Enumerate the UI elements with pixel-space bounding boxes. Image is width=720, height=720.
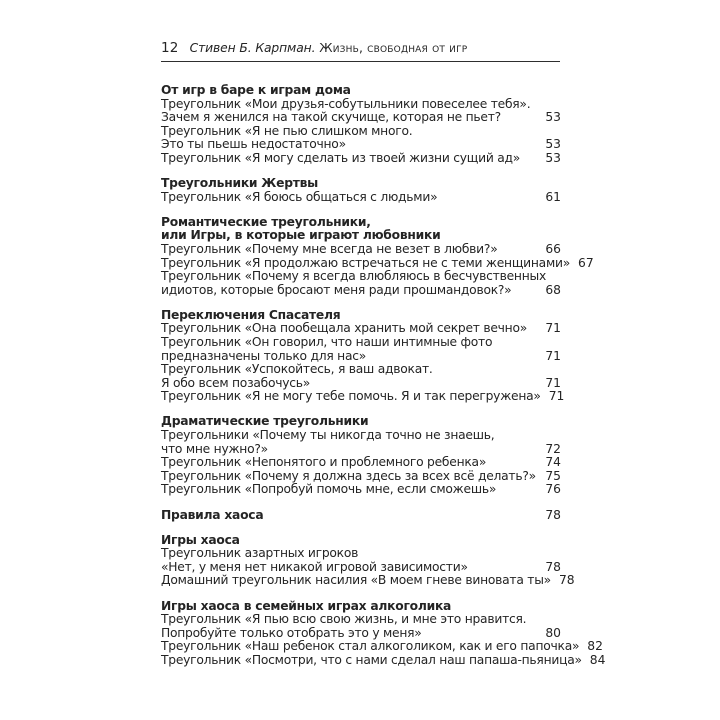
section-heading: Игры хаоса [161, 532, 240, 547]
section-heading: Игры хаоса в семейных играх алкоголика [161, 598, 452, 613]
section-heading [161, 509, 561, 523]
toc-entry-line [161, 470, 561, 484]
running-header [161, 40, 560, 62]
entry-text: Зачем я женился на такой скучище, которая не пьет? [161, 110, 501, 125]
toc-entry-line [161, 350, 561, 364]
toc-entry-line [161, 573, 575, 588]
toc-entry-line [161, 284, 561, 298]
toc-entry-line: Треугольник «Почему я всегда влюбляюсь в бесчувственных [161, 269, 546, 284]
toc-entry-line [161, 191, 561, 205]
section-heading: или Игры, в которые играют любовники [161, 228, 441, 243]
entry-text: Треугольник «Наш ребенок стал алкоголиком, как и его папочка» [161, 639, 580, 654]
entry-text: Треугольник «Я не могу тебе помочь. Я и так перегружена» [161, 389, 541, 404]
entry-page-number: 78 [545, 559, 561, 574]
entry-page-number: 71 [545, 348, 561, 363]
toc-entry-line [161, 138, 561, 152]
toc-section [161, 598, 606, 668]
toc-entry-line: Треугольник «Он говорил, что наши интимные фото [161, 335, 493, 349]
entry-page-number: 67 [578, 255, 594, 270]
entry-page-number: 53 [545, 110, 561, 125]
author-name: Стивен Б. Карпман. [189, 41, 316, 55]
entry-text: предназначены только для нас» [161, 348, 367, 363]
toc-entry-line [161, 639, 603, 654]
section-heading: Романтические треугольники, [161, 214, 371, 229]
entry-page-number: 71 [545, 321, 561, 336]
table-of-contents [161, 83, 606, 679]
toc-section [161, 532, 575, 588]
entry-page-number: 80 [545, 625, 561, 640]
entry-text: Треугольник «Я могу сделать из твоей жизни сущий ад» [161, 150, 521, 165]
entry-page-number: 61 [545, 189, 561, 204]
toc-entry-line [161, 322, 561, 336]
entry-page-number: 71 [548, 389, 565, 404]
entry-text: Попробуйте только отобрать это у меня» [161, 625, 422, 640]
toc-section [161, 415, 561, 497]
toc-entry-line [161, 561, 561, 575]
toc-entry-line: Треугольник «Я не пью слишком много. [161, 123, 413, 138]
entry-text: Треугольник «Посмотри, что с нами сделал наш папаша-пьяница» [161, 652, 582, 667]
entry-text: Треугольник «Непонятого и проблемного ребенка» [161, 455, 487, 470]
entry-text: Треугольник «Попробуй помочь мне, если сможешь» [161, 482, 497, 497]
toc-entry-line: Треугольник азартных игроков [161, 546, 359, 561]
entry-text: Я обо всем позабочусь» [161, 375, 311, 390]
section-heading-text: Правила хаоса [161, 507, 264, 522]
entry-text: Треугольник «Я боюсь общаться с людьми» [161, 189, 438, 204]
entry-text: идиотов, которые бросают меня ради прошмандовок?» [161, 282, 512, 297]
entry-text: Домашний треугольник насилия «В моем гневе виновата ты» [161, 573, 551, 588]
section-heading: От игр в баре к играм дома [161, 83, 351, 97]
section-page-number: 78 [545, 507, 561, 522]
toc-entry-line [161, 483, 561, 497]
section-heading: Треугольники Жертвы [161, 176, 319, 191]
book-title: Жизнь, свободная от игр [319, 41, 468, 55]
entry-page-number: 84 [589, 652, 606, 667]
entry-page-number: 72 [545, 441, 561, 456]
entry-page-number: 71 [545, 375, 561, 390]
entry-page-number: 75 [545, 468, 561, 483]
toc-entry-line [161, 243, 561, 257]
toc-entry-line [161, 389, 565, 404]
toc-section [161, 307, 565, 404]
toc-entry-line [161, 443, 561, 457]
toc-section [161, 214, 594, 298]
entry-page-number: 68 [545, 282, 561, 297]
section-heading: Драматические треугольники [161, 414, 369, 429]
section-heading: Переключения Спасателя [161, 307, 341, 322]
entry-page-number: 53 [545, 137, 561, 152]
toc-entry-line [161, 377, 561, 391]
toc-entry-line [161, 255, 594, 271]
entry-text: Треугольник «Я продолжаю встречаться не с теми женщинами» [161, 255, 571, 270]
entry-text: Треугольник «Почему я должна здесь за всех всё делать?» [161, 468, 536, 483]
entry-page-number: 53 [545, 150, 561, 165]
entry-text: что мне нужно?» [161, 441, 268, 456]
entry-text: Треугольник «Почему мне всегда не везет в любви?» [161, 241, 498, 256]
toc-entry-line [161, 627, 561, 641]
running-title [190, 41, 468, 55]
entry-page-number: 76 [545, 482, 561, 497]
toc-entry-line: Треугольник «Успокойтесь, я ваш адвокат. [161, 362, 433, 377]
toc-entry-line: Треугольник «Мои друзья-собутыльники повеселее тебя». [161, 96, 531, 111]
toc-entry-line [161, 152, 561, 166]
toc-entry-line: Треугольник «Я пью всю свою жизнь, и мне это нравится. [161, 612, 527, 627]
entry-page-number: 74 [545, 455, 561, 470]
toc-entry-line [161, 652, 606, 668]
entry-page-number: 82 [587, 639, 603, 654]
toc-entry-line [161, 111, 561, 125]
entry-page-number: 66 [545, 241, 561, 256]
entry-text: Треугольник «Она пообещала хранить мой секрет вечно» [161, 321, 527, 336]
toc-section [161, 509, 561, 523]
toc-entry-line [161, 456, 561, 470]
folio-page-number: 12 [161, 40, 179, 56]
toc-entry-line: Треугольники «Почему ты никогда точно не знаешь, [161, 428, 495, 443]
toc-section [161, 84, 561, 166]
entry-page-number: 78 [558, 573, 575, 588]
entry-text: «Нет, у меня нет никакой игровой зависимости» [161, 559, 468, 574]
entry-text: Это ты пьешь недостаточно» [161, 137, 346, 152]
toc-section [161, 177, 561, 204]
